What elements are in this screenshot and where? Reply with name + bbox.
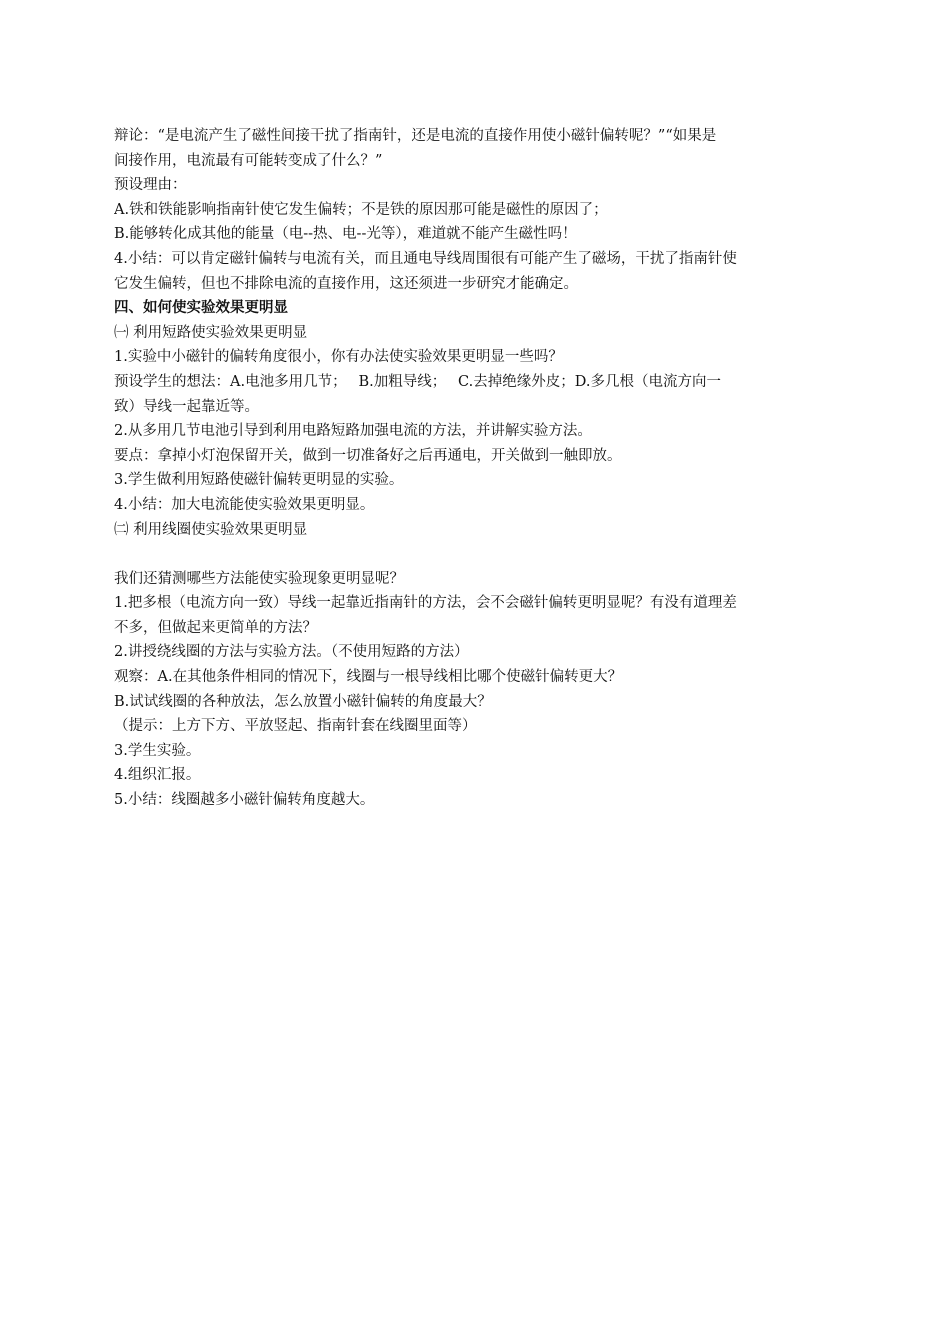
section-heading: 四、如何使实验效果更明显 — [114, 300, 288, 317]
text-line: B.能够转化成其他的能量（电--热、电--光等），难道就不能产生磁性吗！ — [114, 226, 577, 243]
text-line: 2.讲授绕线圈的方法与实验方法。（不使用短路的方法） — [114, 644, 469, 661]
text-line: 不多，但做起来更简单的方法？ — [114, 619, 317, 636]
blank-line — [114, 542, 838, 567]
document-page — [114, 124, 838, 813]
text-line: 观察：A.在其他条件相同的情况下，线圈与一根导线相比哪个使磁针偏转更大？ — [114, 669, 623, 686]
text-line: 2.从多用几节电池引导到利用电路短路加强电流的方法，并讲解实验方法。 — [114, 423, 592, 440]
multi-wire-paragraph — [114, 591, 838, 640]
text-line: 间接作用，电流最有可能转变成了什么？” — [114, 152, 383, 169]
debate-paragraph — [114, 124, 838, 173]
text-line: 我们还猜测哪些方法能使实验现象更明显呢？ — [114, 570, 404, 587]
subsection-heading: ㈡ 利用线圈使实验效果更明显 — [114, 521, 308, 538]
subsection-heading: ㈠ 利用短路使实验效果更明显 — [114, 324, 308, 341]
text-line: 要点：拿掉小灯泡保留开关，做到一切准备好之后再通电，开关做到一触即放。 — [114, 447, 622, 464]
text-line: 3.学生做利用短路使磁针偏转更明显的实验。 — [114, 472, 404, 489]
text-line: （提示：上方下方、平放竖起、指南针套在线圈里面等） — [114, 718, 477, 735]
text-line: 4.小结：加大电流能使实验效果更明显。 — [114, 496, 375, 513]
text-line: 4.小结：可以肯定磁针偏转与电流有关，而且通电导线周围很有可能产生了磁场，干扰了指南针使 — [114, 250, 737, 267]
text-line: 5.小结：线圈越多小磁针偏转角度越大。 — [114, 792, 375, 809]
text-line: B.试试线圈的各种放法，怎么放置小磁针偏转的角度最大？ — [114, 693, 492, 710]
text-line: 它发生偏转，但也不排除电流的直接作用，这还须进一步研究才能确定。 — [114, 275, 578, 292]
text-line: 致）导线一起靠近等。 — [114, 398, 259, 415]
text-line: 3.学生实验。 — [114, 742, 201, 759]
text-line: A.铁和铁能影响指南针使它发生偏转；不是铁的原因那可能是磁性的原因了； — [114, 201, 608, 218]
text-line: 辩论：“是电流产生了磁性间接干扰了指南针，还是电流的直接作用使小磁针偏转呢？”“如果是 — [114, 128, 717, 144]
text-line: 4.组织汇报。 — [114, 767, 201, 784]
student-ideas-paragraph — [114, 370, 838, 419]
text-line: 预设理由： — [114, 177, 187, 194]
text-line: 1.把多根（电流方向一致）导线一起靠近指南针的方法，会不会磁针偏转更明显呢？有没有道理差 — [114, 595, 737, 612]
text-line: 1.实验中小磁针的偏转角度很小，你有办法使实验效果更明显一些吗？ — [114, 349, 563, 366]
summary-paragraph — [114, 247, 838, 296]
text-line: 预设学生的想法：A.电池多用几节； B.加粗导线； C.去掉绝缘外皮；D.多几根（电流方向一 — [114, 373, 721, 390]
